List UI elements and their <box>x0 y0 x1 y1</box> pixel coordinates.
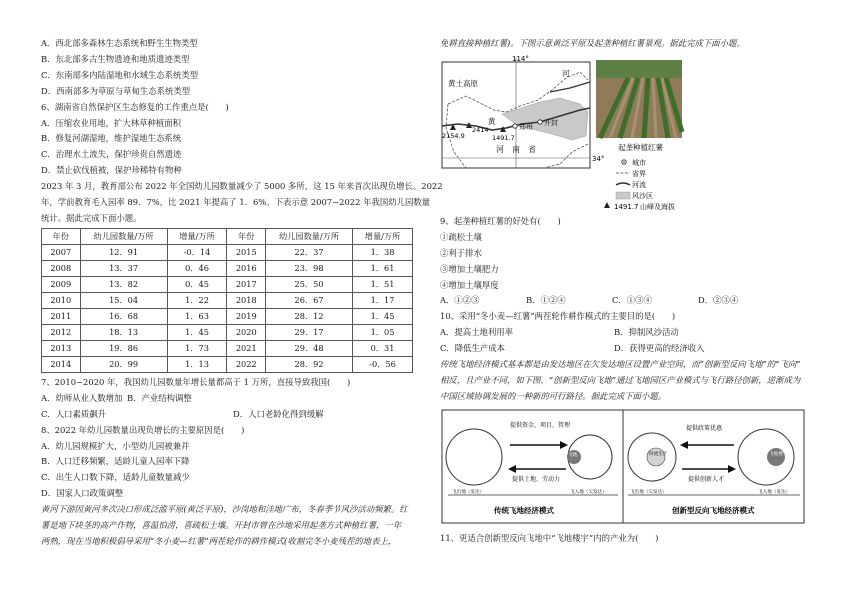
loess-plateau-label: 黄土高原 <box>448 78 478 88</box>
table-cell: 12．91 <box>80 244 167 260</box>
zhengzhou-city-icon <box>513 124 517 128</box>
table-cell: 1．51 <box>353 276 413 292</box>
table-header: 幼儿园数量/万所 <box>266 228 353 244</box>
table-cell: 2016 <box>227 260 266 276</box>
table-row <box>42 292 413 308</box>
sweet-potato-field-photo <box>596 60 682 138</box>
kindergarten-table <box>41 228 413 373</box>
table-header: 年份 <box>227 228 266 244</box>
table-row <box>42 340 413 356</box>
latitude-label: 34° <box>592 154 605 163</box>
table-cell: 1．22 <box>167 292 227 308</box>
q9-item-4: ④增加土壤厚度 <box>440 279 499 290</box>
q5-option-a: A．西北部多森林生态系统和野生生物类型 <box>41 38 198 48</box>
table-cell: 1．63 <box>167 308 227 324</box>
q6-option-d: D．禁止砍伐植被，保护珍稀特有物种 <box>41 165 182 176</box>
table-cell: 16．68 <box>80 308 167 324</box>
river-legend-icon <box>616 183 630 185</box>
q7-option-c: C．人口素质飙升 <box>41 408 107 419</box>
left-column <box>41 36 443 550</box>
table-cell: 1．38 <box>353 244 413 260</box>
return-production-circle <box>647 448 665 466</box>
table-cell: 29．48 <box>266 340 353 356</box>
q9-stem: 9、起垄种植红薯的好处有( ) <box>440 215 561 226</box>
intro-line-2: 年，学前教育毛入园率 89．7%，比 2021 年提高了 1．6%。下表示意 2007~2022 年我国幼儿园数量 <box>41 197 431 208</box>
legend-sand: 风沙区 <box>632 191 653 200</box>
table-cell: 2007 <box>42 244 81 260</box>
left-base-in: 飞入地（欠发达） <box>570 489 607 495</box>
table-row <box>42 260 413 276</box>
q9-choice-b: B．①②④ <box>526 295 566 306</box>
legend-city: 城市 <box>632 158 646 167</box>
photo-caption: 起垄种植红薯 <box>618 142 663 152</box>
table-cell: 2020 <box>227 324 266 340</box>
table-cell: 19．86 <box>80 340 167 356</box>
q10-option-d: D．获得更高的经济收入 <box>614 343 705 354</box>
legend-boundary: 省界 <box>632 169 646 178</box>
table-cell: 1．45 <box>167 324 227 340</box>
table-body <box>42 244 413 372</box>
enclave-economy-diagram <box>440 409 840 525</box>
table-row <box>42 276 413 292</box>
table-cell: 29．17 <box>266 324 353 340</box>
table-cell: 1．45 <box>353 308 413 324</box>
table-cell: 25．50 <box>266 276 353 292</box>
q8-option-a: A．幼儿园规模扩大，小型幼儿园被兼并 <box>41 440 190 451</box>
map-legend <box>604 158 675 210</box>
table-cell: 2013 <box>42 340 81 356</box>
q9-choice-d: D．②③④ <box>698 295 739 306</box>
right-base-in: 飞入地（发达） <box>758 489 791 495</box>
table-header: 增量/万所 <box>167 228 227 244</box>
table-cell: 28．12 <box>266 308 353 324</box>
intro-line-1: 2023 年 3 月，教育部公布 2022 年全国幼儿园数量减少了 5000 多所，这 15 年来首次出现负增长。2022 <box>41 181 443 192</box>
table-cell: -0．14 <box>167 244 227 260</box>
table-cell: 2014 <box>42 356 81 372</box>
legend-river: 河流 <box>632 180 646 189</box>
passage-line-2: 薯是地下块茎的高产作物，喜温怕涝，喜疏松土壤。开封市曾在沙地采用起垄方式种植红薯，一年 <box>41 520 402 531</box>
longitude-label: 114° <box>512 54 529 63</box>
yellow-label: 黄 <box>488 116 496 126</box>
table-cell: 26．67 <box>266 292 353 308</box>
table-cell: 18．13 <box>80 324 167 340</box>
henan-label: 河 南 省 <box>496 144 536 154</box>
right-base-out: 飞出地（欠发达） <box>630 489 667 495</box>
q5-option-c: C．东南部多内陆湿地和水域生态系统类型 <box>41 69 199 80</box>
river-label: 河 <box>562 68 570 78</box>
zhengzhou-label: 郑州 <box>519 122 533 131</box>
q8-option-d: D．国家人口政策调整 <box>41 488 124 499</box>
yellow-river-plain-map <box>440 52 840 210</box>
table-cell: 1．61 <box>353 260 413 276</box>
peak-elevation-3: 1491.7 <box>492 133 515 142</box>
table-cell: 2010 <box>42 292 81 308</box>
q7-stem: 7、2010~2020 年，我国幼儿园数量年增长量都高于 1 万所，直接导致我国( ) <box>41 376 351 387</box>
table-cell: 28．92 <box>266 356 353 372</box>
q7-options-row-1 <box>41 391 413 407</box>
passage-continuation: 免耕直接种植红薯)。下图示意黄泛平原及起垄种植红薯景观。据此完成下面小题。 <box>440 38 745 48</box>
kaifeng-label: 开封 <box>544 118 558 127</box>
table-cell: 0．46 <box>167 260 227 276</box>
fly-out-circle <box>446 429 502 485</box>
enclave-passage-line-2: 相反，且产业不同，如下图，“创新型反向飞地”通过飞地园区产业模式与飞行路径创新，逆渐成为 <box>440 374 801 385</box>
table-row <box>42 308 413 324</box>
table-cell: 2008 <box>42 260 81 276</box>
q5-option-b: B．东北部多古生物遗迹和地质遗迹类型 <box>41 53 190 64</box>
q10-options-row-2 <box>440 341 840 357</box>
table-cell: 20．99 <box>80 356 167 372</box>
enclave-label: 飞地 <box>568 452 578 458</box>
right-column <box>440 36 840 547</box>
peak-elevation-2: 2414 <box>472 125 489 134</box>
table-cell: 2012 <box>42 324 81 340</box>
table-cell: -0．56 <box>353 356 413 372</box>
q10-options-row-1 <box>440 325 840 341</box>
intro-line-3: 统计。据此完成下面小题。 <box>41 212 142 223</box>
q10-stem: 10、采用“冬小麦—红薯”两茬轮作耕作模式的主要目的是( ) <box>440 311 676 322</box>
peak-legend-icon <box>604 202 610 208</box>
table-cell: 1．17 <box>353 292 413 308</box>
left-bottom-arrow-label: 提供土地、劳动力 <box>512 475 561 483</box>
enclave-building-label: 飞地楼宇 <box>769 451 788 457</box>
q10-option-b: B．抑制风沙活动 <box>614 327 679 338</box>
legend-peak-value: 1491.7 <box>614 202 639 210</box>
q5-option-d: D．西南部多为草原与草甸生态系统类型 <box>41 85 191 96</box>
passage-line-1: 黄河下游因黄河多次决口形成泛滥平原(黄泛平原)，沙岗地和洼地广布，冬春季节风沙活动频繁。红 <box>41 504 408 515</box>
table-cell: 23．98 <box>266 260 353 276</box>
table-cell: 0．31 <box>353 340 413 356</box>
q7-option-b: B．产业结构调整 <box>127 392 192 403</box>
q9-item-3: ③增加土壤肥力 <box>440 263 499 274</box>
traditional-model-title: 传统飞地经济模式 <box>494 505 554 515</box>
q10-option-c: C．降低生产成本 <box>440 343 506 354</box>
q6-stem: 6、湖南省自然保护区生态修复的工作重点是( ) <box>41 101 229 112</box>
legend-peak: 山峰及海拔 <box>640 202 675 210</box>
q9-item-2: ②利于排水 <box>440 247 482 258</box>
right-bottom-arrow-label: 提供创新人才 <box>688 475 725 483</box>
table-header: 年份 <box>42 228 81 244</box>
table-cell: 13．82 <box>80 276 167 292</box>
q6-option-b: B．修复河湖湿地，维护湿地生态系统 <box>41 133 182 144</box>
q8-stem: 8、2022 年幼儿园数量出现负增长的主要原因是( ) <box>41 424 245 435</box>
table-cell: 1．13 <box>167 356 227 372</box>
q9-choice-a: A．①②③ <box>440 295 480 306</box>
peak-elevation-1: 2154.9 <box>442 131 465 140</box>
table-cell: 2009 <box>42 276 81 292</box>
q10-option-a: A．提高土地利用率 <box>440 327 514 338</box>
table-row <box>42 244 413 260</box>
table-cell: 1．73 <box>167 340 227 356</box>
table-cell: 15．04 <box>80 292 167 308</box>
enclave-passage-line-1: 传统飞地经济模式基本都是由发达地区在欠发达地区设置产业空间，而“创新型反向飞地”的“飞向” <box>440 359 801 370</box>
q6-option-a: A．压缩农业用地，扩大林草种植面积 <box>41 117 182 128</box>
table-cell: 2011 <box>42 308 81 324</box>
table-cell: 13．37 <box>80 260 167 276</box>
q8-option-c: C．出生人口数下降，适龄儿童数量减少 <box>41 472 190 483</box>
table-cell: 2021 <box>227 340 266 356</box>
q6-option-c: C．治理水土流失，保护珍贵自然遗迹 <box>41 149 182 160</box>
table-cell: 0．45 <box>167 276 227 292</box>
q7-option-a: A．幼师从业人数增加 <box>41 392 123 403</box>
table-header-row <box>42 228 413 244</box>
table-cell: 1．05 <box>353 324 413 340</box>
table-header: 增量/万所 <box>353 228 413 244</box>
kaifeng-city-icon <box>538 120 542 124</box>
left-top-arrow-label: 提供资金、项目、管理 <box>510 421 571 429</box>
enclave-building-circle <box>767 448 785 466</box>
table-row <box>42 324 413 340</box>
right-top-arrow-label: 提供政策优惠 <box>686 424 723 432</box>
table-cell: 22．37 <box>266 244 353 260</box>
table-row <box>42 356 413 372</box>
enclave-passage-line-3: 中国区域协调发展的一种新的可行路径。据此完成下面小题。 <box>440 390 667 401</box>
left-base-out: 飞出地（发达） <box>452 489 485 495</box>
table-cell: 2015 <box>227 244 266 260</box>
table-header: 幼儿园数量/万所 <box>80 228 167 244</box>
return-production-label: 回流生产 <box>649 451 668 457</box>
passage-line-3: 两熟，现在当地积极倡导采用“冬小麦—红薯”两茬轮作的耕作模式(收割完冬小麦残茬的地表上， <box>41 535 397 546</box>
table-cell: 2019 <box>227 308 266 324</box>
fly-in-circle <box>738 429 794 485</box>
q9-choices <box>440 293 840 309</box>
q9-item-1: ①疏松土壤 <box>440 231 482 242</box>
sand-legend-icon <box>616 192 630 199</box>
table-cell: 2022 <box>227 356 266 372</box>
q11-stem: 11、更适合创新型反向飞地中“飞地楼宇”内的产业为( ) <box>440 532 659 543</box>
reverse-model-title: 创新型反向飞地经济模式 <box>672 505 755 515</box>
q7-options-row-2 <box>41 407 413 423</box>
table-cell: 2018 <box>227 292 266 308</box>
q9-choice-c: C．①③④ <box>612 295 652 306</box>
q7-option-d: D．人口老龄化得到缓解 <box>233 408 324 419</box>
q8-option-b: B．人口迁移频繁，适龄儿童人园率下降 <box>41 456 190 467</box>
table-cell: 2017 <box>227 276 266 292</box>
